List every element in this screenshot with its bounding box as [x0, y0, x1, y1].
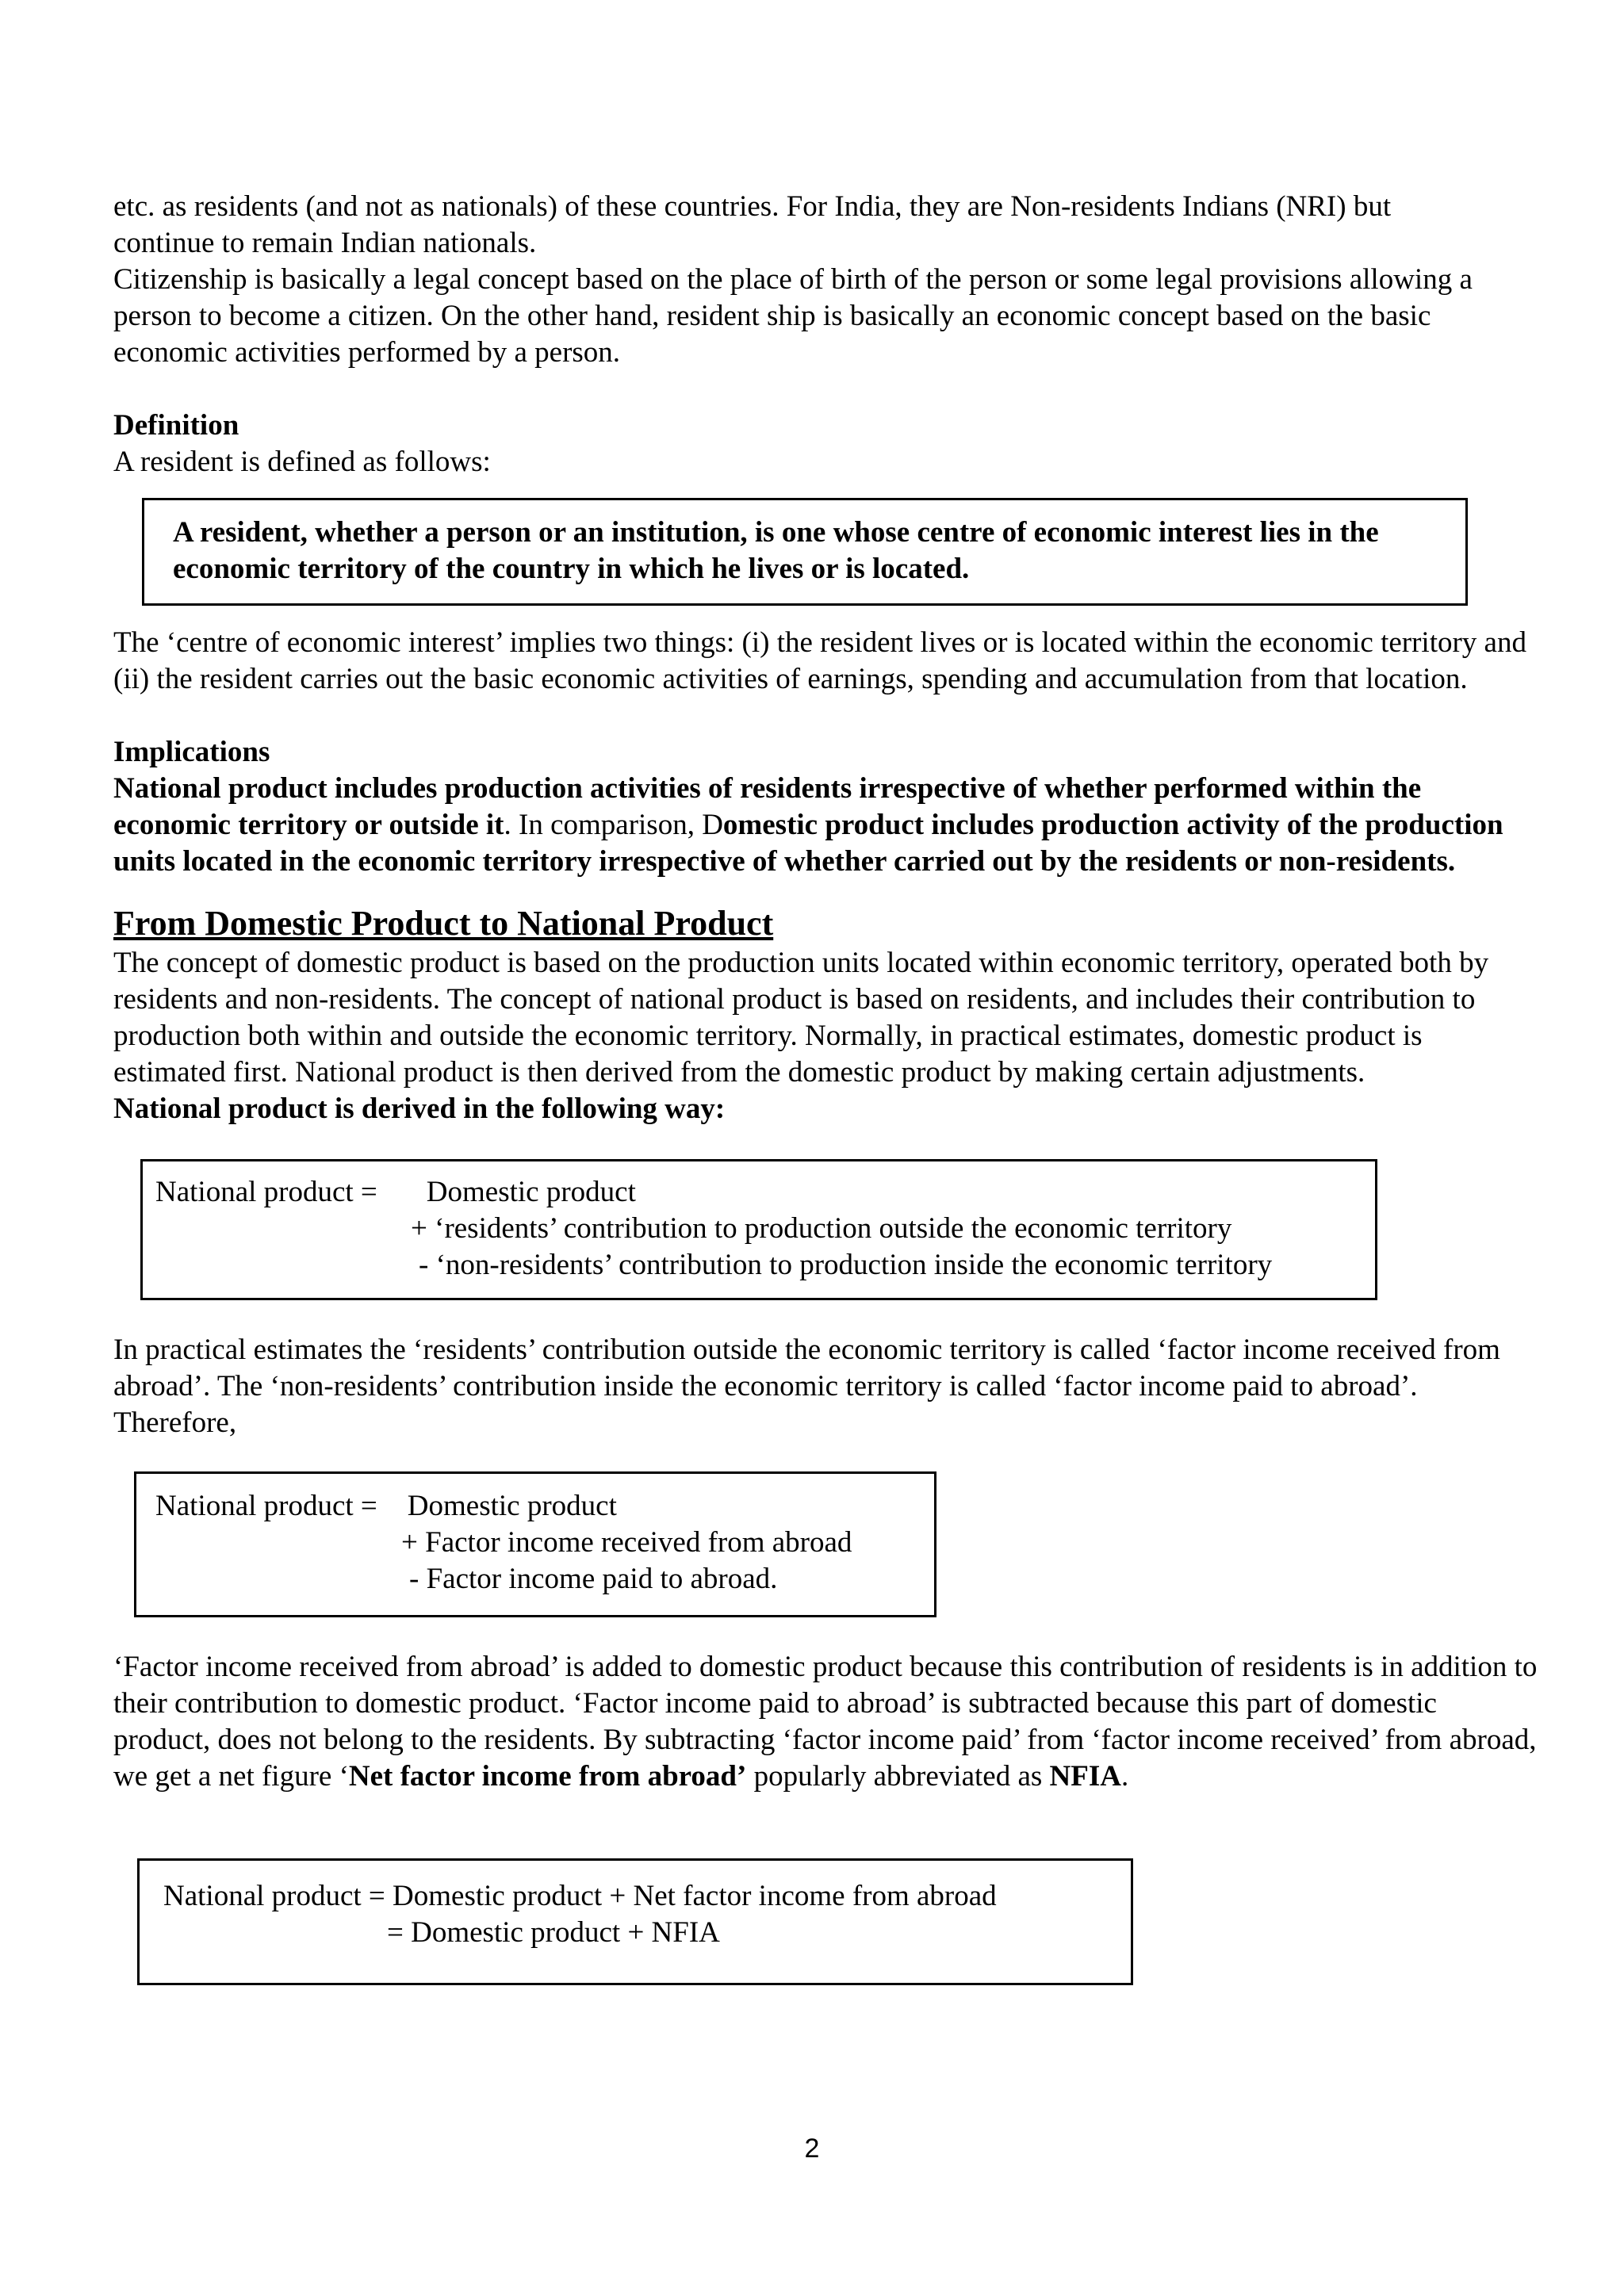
formula2-term3: - Factor income paid to abroad.: [409, 1563, 778, 1595]
formula1-term3: - ‘non-residents’ contribution to production inside the economic territory: [419, 1249, 1273, 1281]
formula-box-3: [137, 1858, 1133, 1985]
intro-line-1: etc. as residents (and not as nationals) of these countries. For India, they are Non-residents Indians (NRI) but: [113, 190, 1392, 223]
section-heading: From Domestic Product to National Product: [113, 904, 774, 943]
nfia-abbreviation: NFIA: [1049, 1760, 1121, 1793]
formula-box-1: [140, 1159, 1377, 1300]
practical-paragraph: In practical estimates the ‘residents’ contribution outside the economic territory is called ‘factor income received from abroad’. The ‘non-residents’ contribution inside the economic territory is called ‘factor income paid to abroad’. Therefore,: [113, 1334, 1500, 1439]
document-page: [113, 189, 1541, 1985]
implications-bold-1: National product includes production activities of residents irrespective of whether performed within the economic territory or outside it: [113, 772, 1422, 841]
implications-paragraph: [113, 771, 1541, 880]
section-paragraph: The concept of domestic product is based on the production units located within economic territory, operated both by residents and non-residents. The concept of national product is based on residents, and includes their contribution to production both within and outside the economic territory. Normally, in practical estimates, domestic product is estimated first. National product is then derived from the domestic product by making certain adjustments.: [113, 947, 1489, 1089]
nfia-bold-term: Net factor income from abroad’: [348, 1760, 747, 1793]
nfia-paragraph: ‘Factor income received from abroad’ is added to domestic product because this contribution of residents is in addition to their contribution to domestic product. ‘Factor income paid to abroad’ is subtracted because this part of domestic product, does not belong to the residents. By subtracting ‘factor income paid’ from ‘factor income received’ from abroad, we get a net figure ‘Net factor income from abroad’ popularly abbreviated as NFIA.: [113, 1651, 1538, 1793]
definition-heading: Definition: [113, 409, 239, 442]
implications-bold-2: omestic product includes production activity of the production units located in the economic territory irrespective of whether carried out by the residents or non-residents.: [113, 809, 1503, 878]
definition-lead: A resident is defined as follows:: [113, 446, 491, 478]
formula1-term2: + ‘residents’ contribution to production outside the economic territory: [411, 1212, 1232, 1245]
formula3-line1: National product = Domestic product + Net factor income from abroad: [163, 1880, 997, 1912]
centre-of-interest-paragraph: The ‘centre of economic interest’ implies two things: (i) the resident lives or is located within the economic territory and (ii) the resident carries out the basic economic activities of earnings, spending and accumulation from that location.: [113, 626, 1526, 695]
derived-line: National product is derived in the following way:: [113, 1093, 726, 1125]
formula3-line2: = Domestic product + NFIA: [387, 1916, 720, 1949]
formula1-term1: Domestic product: [426, 1176, 636, 1208]
formula2-term2: + Factor income received from abroad: [401, 1526, 852, 1559]
formula-box-2: [134, 1471, 936, 1617]
implications-normal: . In comparison, D: [504, 809, 723, 841]
formula2-term1: Domestic product: [407, 1490, 617, 1522]
intro-line-2: continue to remain Indian nationals.: [113, 227, 537, 259]
definition-box: A resident, whether a person or an institution, is one whose centre of economic interest lies in the economic territory of the country in which he lives or is located.: [142, 498, 1468, 606]
citizenship-paragraph: Citizenship is basically a legal concept based on the place of birth of the person or some legal provisions allowing a person to become a citizen. On the other hand, resident ship is basically an economic concept based on the basic economic activities performed by a person.: [113, 263, 1473, 369]
implications-heading: Implications: [113, 736, 270, 768]
formula1-label: National product =: [155, 1176, 377, 1208]
formula2-label: National product =: [155, 1490, 377, 1522]
page-number: 2: [804, 2133, 820, 2164]
